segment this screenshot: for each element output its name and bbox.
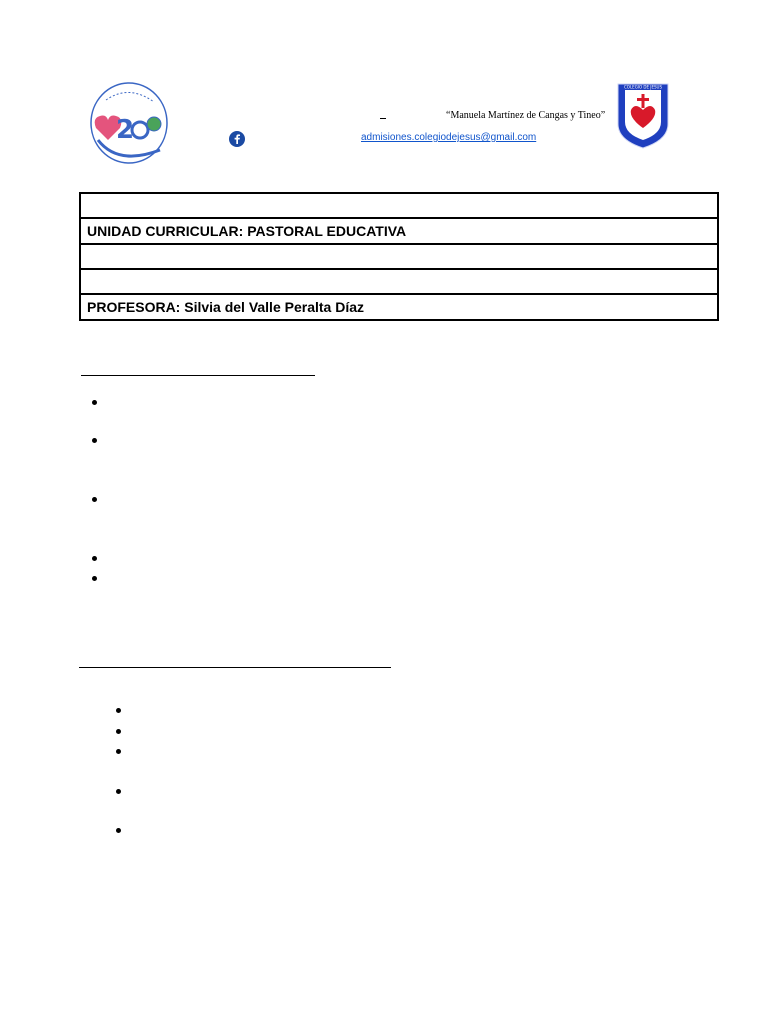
table-row	[80, 218, 718, 244]
facebook-icon[interactable]	[229, 131, 245, 147]
section-heading-underline	[81, 375, 315, 376]
list-bullet	[92, 497, 97, 502]
svg-text:2: 2	[116, 115, 135, 145]
school-name: “Manuela Martínez de Cangas y Tineo”	[446, 110, 606, 121]
list-bullet	[92, 576, 97, 581]
profesora-cell: PROFESORA: Silvia del Valle Peralta Díaz	[80, 294, 718, 320]
table-cell-empty	[80, 244, 718, 269]
list-bullet	[116, 729, 121, 734]
email-link[interactable]: admisiones.colegiodejesus@gmail.com	[361, 132, 537, 143]
course-info-table	[79, 192, 719, 321]
jubilee-logo	[88, 80, 170, 166]
list-bullet	[116, 828, 121, 833]
separator-dash	[380, 118, 386, 119]
list-bullet	[116, 708, 121, 713]
list-bullet	[116, 789, 121, 794]
section-heading-underline	[79, 667, 391, 668]
list-bullet	[92, 556, 97, 561]
unidad-curricular-cell: UNIDAD CURRICULAR: PASTORAL EDUCATIVA	[80, 218, 718, 244]
table-cell-empty	[80, 193, 718, 218]
table-row	[80, 294, 718, 320]
svg-text:COLEGIO DE JESUS: COLEGIO DE JESUS	[624, 84, 662, 90]
school-crest	[614, 80, 672, 150]
list-bullet	[116, 749, 121, 754]
list-bullet	[92, 438, 97, 443]
table-row	[80, 269, 718, 294]
table-row	[80, 193, 718, 218]
table-cell-empty	[80, 269, 718, 294]
table-row	[80, 244, 718, 269]
list-bullet	[92, 400, 97, 405]
